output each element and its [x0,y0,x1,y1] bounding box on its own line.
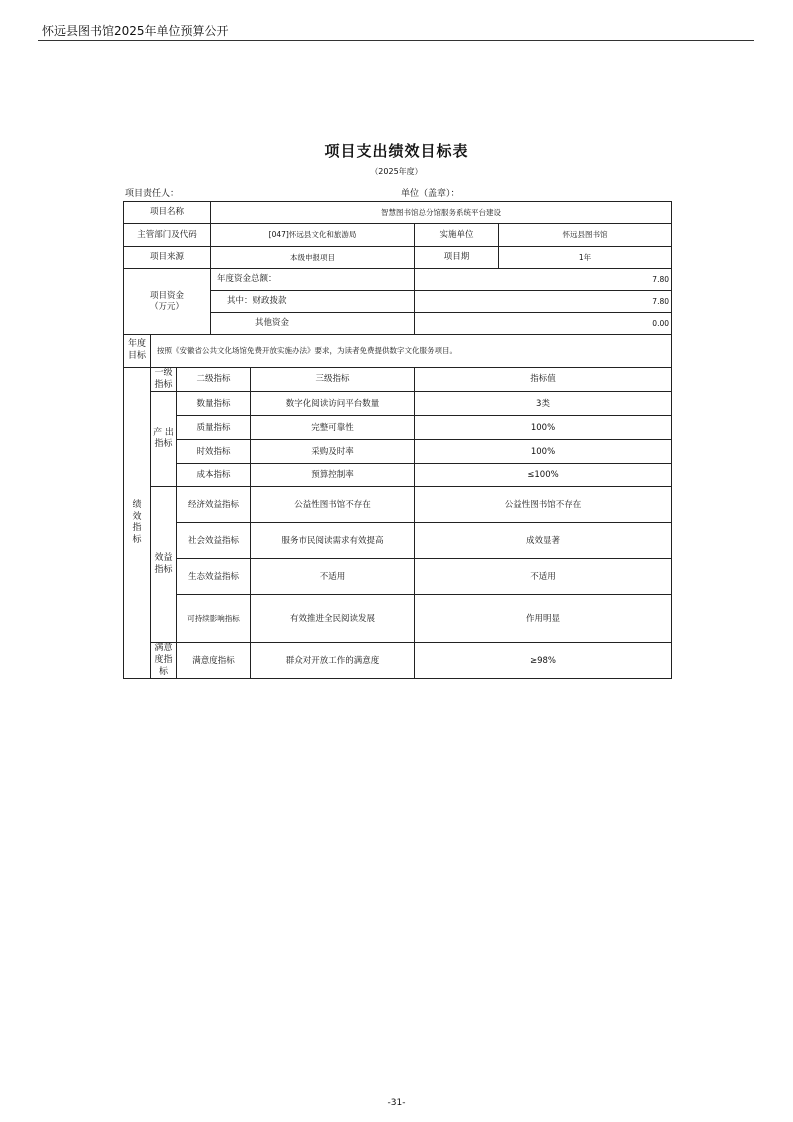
benefit-value: 作用明显 [415,595,672,643]
funds-label-line1: 项目资金 [149,290,184,301]
source-label: 项目来源 [124,247,211,269]
fund-total-label: 年度资金总额： [211,269,415,291]
output-value: 3类 [415,392,672,416]
dept-value: [047]怀远县文化和旅游局 [211,224,415,247]
perf-label-char3: 指 [132,523,142,534]
output-value: 100% [415,416,672,440]
row-col-headers [124,368,672,392]
dept-label: 主管部门及代码 [124,224,211,247]
unit-label: 单位（盖章）： [401,189,460,199]
level1-header-line1: 一级 [154,368,173,378]
table-row [124,464,672,487]
period-value: 1年 [499,247,672,269]
row-annual-goal [124,335,672,368]
performance-table [123,201,672,679]
impl-label: 实施单位 [415,224,499,247]
benefit-label [151,487,177,643]
output-value: ≤100% [415,464,672,487]
output-l3: 预算控制率 [251,464,415,487]
doc-title: 项目支出绩效目标表 [324,142,469,160]
satisfaction-label [151,643,177,679]
page-header: 怀远县图书馆2025年单位预算公开 [42,24,229,38]
output-l2: 时效指标 [177,440,251,464]
benefit-l3: 服务市民阅读需求有效提高 [251,523,415,559]
funds-label [124,269,211,335]
table-row [124,487,672,523]
satisfaction-label-line2: 度指 [154,655,173,666]
table-row [124,392,672,416]
fund-fiscal-value: 7.80 [415,291,672,313]
table-row [124,559,672,595]
output-l2: 成本指标 [177,464,251,487]
perf-label-char2: 效 [132,511,142,522]
benefit-l3: 公益性图书馆不存在 [251,487,415,523]
benefit-value: 不适用 [415,559,672,595]
page-number: -31- [387,1098,406,1108]
value-header: 指标值 [415,368,672,392]
fund-total-value: 7.80 [415,269,672,291]
output-l3: 采购及时率 [251,440,415,464]
table-row [124,416,672,440]
output-label-line2: 指标 [154,439,173,450]
fund-fiscal-label: 其中：财政拨款 [211,291,415,313]
satisfaction-l2: 满意度指标 [177,643,251,679]
header-divider [38,40,754,41]
annual-goal-value: 按照《安徽省公共文化场馆免费开放实施办法》要求，为读者免费提供数字文化服务项目。 [151,335,672,368]
benefit-l2: 生态效益指标 [177,559,251,595]
benefit-label-line1: 效益 [154,553,173,564]
row-project-name [124,202,672,224]
row-source [124,247,672,269]
output-l2: 数量指标 [177,392,251,416]
period-label: 项目期 [415,247,499,269]
benefit-l2: 社会效益指标 [177,523,251,559]
fund-other-value: 0.00 [415,313,672,335]
level2-header: 二级指标 [177,368,251,392]
satisfaction-label-line1: 满意 [154,643,173,654]
impl-value: 怀远县图书馆 [499,224,672,247]
satisfaction-label-line3: 标 [158,666,168,677]
benefit-label-line2: 指标 [154,564,173,575]
perf-label-char4: 标 [132,534,142,545]
annual-goal-label-line2: 目标 [127,351,146,361]
row-dept [124,224,672,247]
satisfaction-l3: 群众对开放工作的满意度 [251,643,415,679]
funds-label-line2: （万元） [149,301,184,312]
annual-goal-label-line1: 年度 [127,339,146,350]
level1-header-line2: 指标 [154,379,173,390]
benefit-value: 成效显著 [415,523,672,559]
source-value: 本级申报项目 [211,247,415,269]
output-l3: 数字化阅读访问平台数量 [251,392,415,416]
benefit-value: 公益性图书馆不存在 [415,487,672,523]
annual-goal-label [124,335,151,368]
responsible-label: 项目责任人： [125,189,180,199]
benefit-l3: 不适用 [251,559,415,595]
output-label-line1: 产 出 [153,427,174,438]
level1-header [151,368,177,392]
fund-other-label: 其他资金 [211,313,415,335]
doc-year: （2025年度） [370,167,423,176]
project-name-value: 智慧图书馆总分馆服务系统平台建设 [211,202,672,224]
table-row [124,595,672,643]
perf-label [124,368,151,679]
output-l3: 完整可靠性 [251,416,415,440]
row-fund-total [124,269,672,291]
table-row [124,643,672,679]
project-name-label: 项目名称 [124,202,211,224]
benefit-l2: 经济效益指标 [177,487,251,523]
output-value: 100% [415,440,672,464]
output-label [151,392,177,487]
satisfaction-value: ≥98% [415,643,672,679]
perf-label-char1: 绩 [132,499,142,510]
table-row [124,523,672,559]
benefit-l2: 可持续影响指标 [177,595,251,643]
level3-header: 三级指标 [251,368,415,392]
output-l2: 质量指标 [177,416,251,440]
benefit-l3: 有效推进全民阅读发展 [251,595,415,643]
table-row [124,440,672,464]
